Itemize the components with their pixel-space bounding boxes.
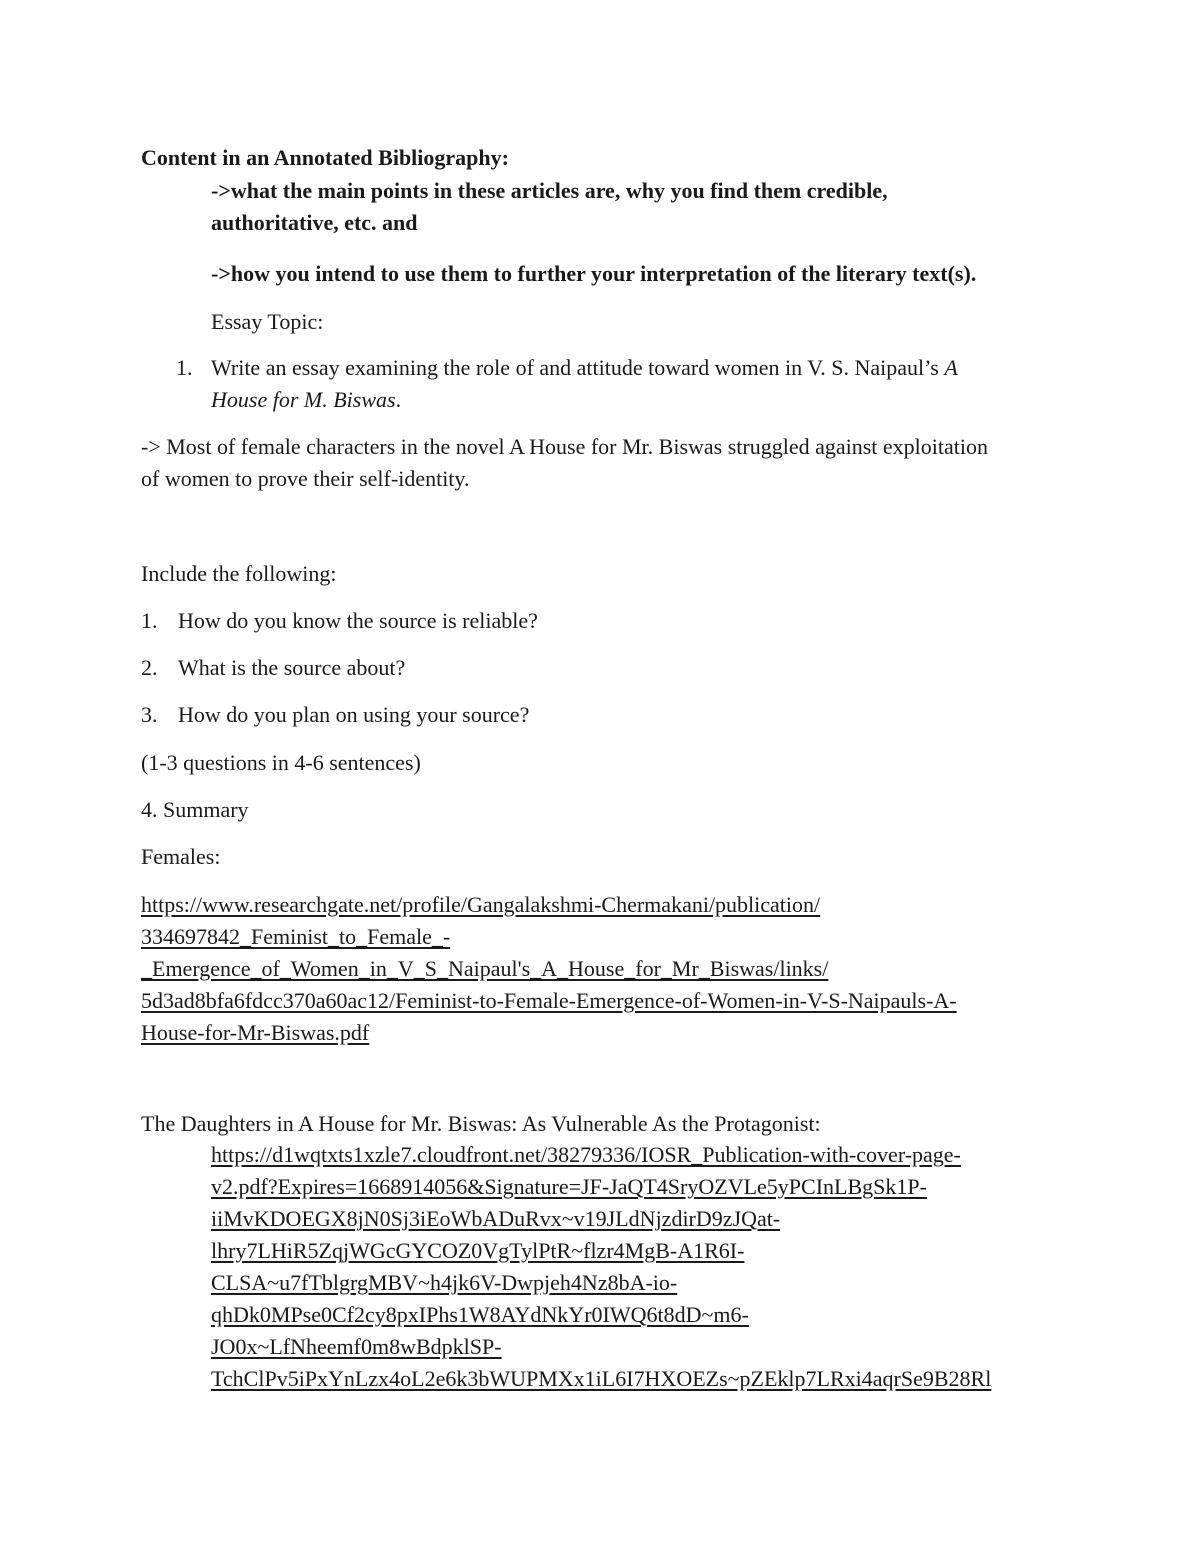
essay-item-number: 1. xyxy=(176,355,193,380)
daughters-link-line[interactable]: lhry7LHiR5ZqjWGcGYCOZ0VgTylPtR~flzr4MgB-A1R6I- xyxy=(211,1238,745,1263)
thesis-line1: -> Most of female characters in the novel A House for Mr. Biswas struggled against exploitation xyxy=(141,434,988,459)
essay-topic-label: Essay Topic: xyxy=(211,309,324,334)
include-item-text: How do you know the source is reliable? xyxy=(178,608,538,633)
females-link-line[interactable]: https://www.researchgate.net/profile/Gangalakshmi-Chermakani/publication/ xyxy=(141,892,821,917)
point-how-to-use: ->how you intend to use them to further your interpretation of the literary text(s). xyxy=(211,261,977,286)
daughters-link-line[interactable]: CLSA~u7fTblgrgMBV~h4jk6V-Dwpjeh4Nz8bA-io- xyxy=(211,1270,678,1295)
females-link-line[interactable]: 5d3ad8bfa6fdcc370a60ac12/Feminist-to-Female-Emergence-of-Women-in-V-S-Naipauls-A- xyxy=(141,988,957,1013)
females-link-line[interactable]: House-for-Mr-Biswas.pdf xyxy=(141,1020,370,1045)
daughters-link-line[interactable]: qhDk0MPse0Cf2cy8pxIPhs1W8AYdNkYr0IWQ6t8dD~m6- xyxy=(211,1302,749,1327)
daughters-link-line[interactable]: TchClPv5iPxYnLzx4oL2e6k3bWUPMXx1iL6I7HXOEZs~pZEklp7LRxi4aqrSe9B28Rl xyxy=(211,1366,992,1391)
daughters-link-line[interactable]: JO0x~LfNheemf0m8wBdpklSP- xyxy=(211,1334,502,1359)
females-label: Females: xyxy=(141,844,221,869)
daughters-link-line[interactable]: https://d1wqtxts1xzle7.cloudfront.net/38279336/IOSR_Publication-with-cover-page- xyxy=(211,1142,961,1167)
females-link-line[interactable]: _Emergence_of_Women_in_V_S_Naipaul's_A_House_for_Mr_Biswas/links/ xyxy=(141,956,829,981)
include-item-text: How do you plan on using your source? xyxy=(178,702,530,727)
point-main-points-line2: authoritative, etc. and xyxy=(211,210,418,235)
point-main-points-line1: ->what the main points in these articles are, why you find them credible, xyxy=(211,178,888,203)
include-item-number: 2. xyxy=(141,655,158,680)
essay-item-line2 xyxy=(211,385,401,415)
daughters-label: The Daughters in A House for Mr. Biswas: As Vulnerable As the Protagonist: xyxy=(141,1111,821,1136)
daughters-link-line[interactable]: v2.pdf?Expires=1668914056&Signature=JF-JaQT4SryOZVLe5yPCInLBgSk1P- xyxy=(211,1174,927,1199)
include-item-text: What is the source about? xyxy=(178,655,406,680)
include-label: Include the following: xyxy=(141,561,337,586)
essay-item-text: Write an essay examining the role of and attitude toward women in V. S. Naipaul’s xyxy=(211,355,945,380)
essay-item-period: . xyxy=(395,387,402,412)
daughters-link-line[interactable]: iiMvKDOEGX8jN0Sj3iEoWbADuRvx~v19JLdNjzdirD9zJQat- xyxy=(211,1206,781,1231)
include-note: (1-3 questions in 4-6 sentences) xyxy=(141,750,421,775)
include-item-number: 3. xyxy=(141,702,158,727)
essay-item-line1 xyxy=(211,353,958,383)
essay-item-title-part1: A xyxy=(944,355,958,380)
include-item-number: 1. xyxy=(141,608,158,633)
section-heading: Content in an Annotated Bibliography: xyxy=(141,145,509,170)
females-link-line[interactable]: 334697842_Feminist_to_Female_- xyxy=(141,924,451,949)
essay-item-title-part2: House for M. Biswas xyxy=(211,387,396,412)
thesis-line2: of women to prove their self-identity. xyxy=(141,466,470,491)
include-summary: 4. Summary xyxy=(141,797,249,822)
